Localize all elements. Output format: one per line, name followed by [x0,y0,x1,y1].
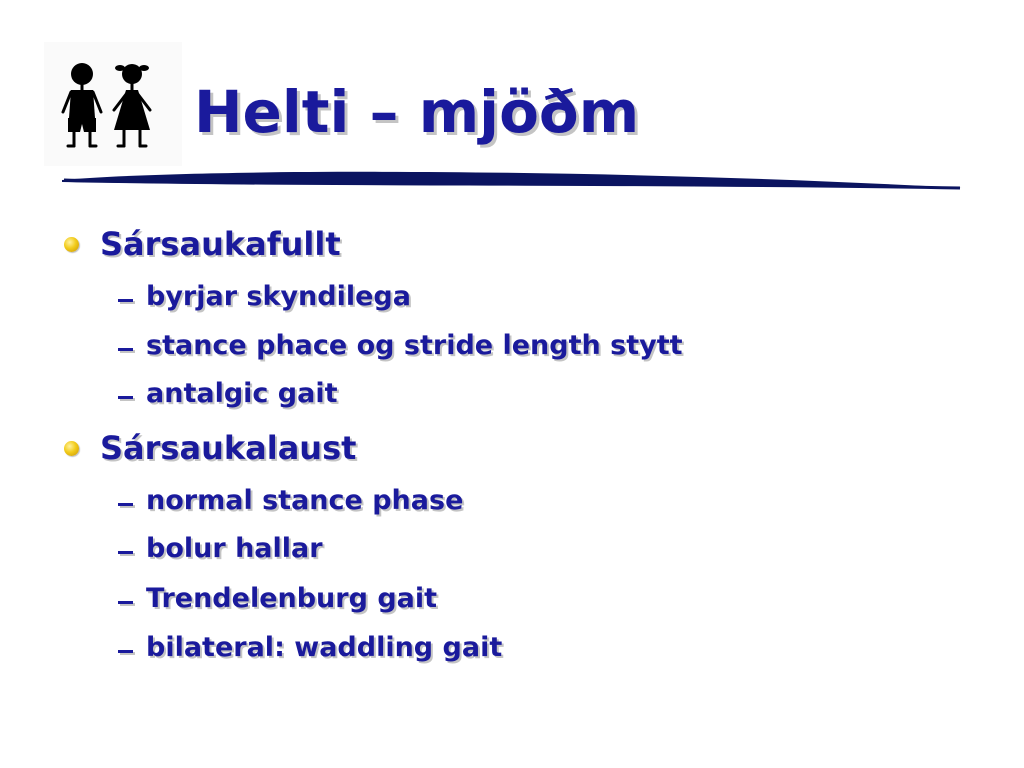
sub-bullet-dash [118,396,133,399]
sub-bullet-item: byrjar skyndilega [146,281,411,312]
sub-bullet-dash [118,551,133,554]
sub-bullet-dash [118,348,133,351]
bullet-dot [64,441,79,456]
sub-bullet-item: bilateral: waddling gait [146,632,503,663]
sub-bullet-item: normal stance phase [146,485,464,516]
sub-bullet-dash [118,503,133,506]
sub-bullet-dash [118,299,133,302]
sub-bullet-item: bolur hallar [146,533,323,564]
sub-bullet-dash [118,601,133,604]
sub-bullet-item: stance phace og stride length stytt [146,330,683,361]
sub-bullet-item: Trendelenburg gait [146,583,438,614]
sub-bullet-dash [118,650,133,653]
bullet-heading-2: Sársaukalaust [100,429,357,467]
sub-bullet-item: antalgic gait [146,378,338,409]
bullet-dot [64,237,79,252]
bullet-heading-1: Sársaukafullt [100,225,341,263]
slide-title: Helti – mjöðm [194,78,640,146]
